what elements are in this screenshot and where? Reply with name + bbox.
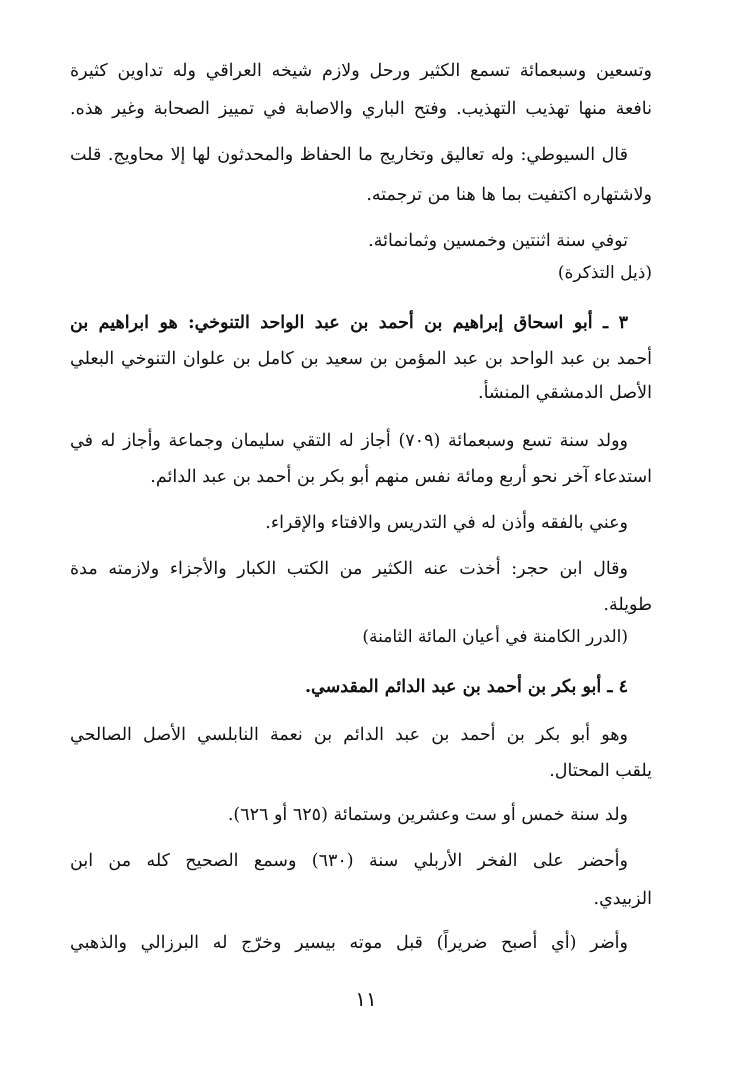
source-citation-1: (ذيل التذكرة) [557, 263, 652, 283]
text-line-19: الزبيدي. [593, 889, 652, 909]
page-number: ١١ [355, 987, 377, 1011]
text-line-3: قال السيوطي: وله تعاليق وتخاريج ما الحفاظ والمحدثون لها إلا محاويج. قلت [70, 145, 628, 165]
text-line-13: طويلة. [603, 595, 652, 615]
entry-heading-4: ٤ ـ أبو بكر بن أحمد بن عبد الدائم المقدسي. [304, 677, 628, 697]
source-citation-2: (الدرر الكامنة في أعيان المائة الثامنة) [362, 627, 628, 647]
text-line-9: وولد سنة تسع وسبعمائة (٧٠٩) أجاز له التقي سليمان وجماعة وأجاز له في [70, 431, 628, 451]
text-line-12: وقال ابن حجر: أخذت عنه الكثير من الكتب الكبار والأجزاء ولازمته مدة [70, 559, 628, 579]
text-line-11: وعني بالفقه وأذن له في التدريس والافتاء والإقراء. [265, 513, 628, 533]
entry-heading-3: ٣ ـ أبو اسحاق إبراهيم بن أحمد بن عبد الواحد التنوخي: هو ابراهيم بن [70, 313, 628, 333]
text-line-5: توفي سنة اثنتين وخمسين وثمانمائة. [368, 231, 628, 251]
text-line-16: يلقب المحتال. [549, 761, 652, 781]
text-line-18: وأحضر على الفخر الأربلي سنة (٦٣٠) وسمع الصحيح كله من ابن [70, 851, 628, 871]
text-line-15: وهو أبو بكر بن أحمد بن عبد الدائم بن نعمة النابلسي الأصل الصالحي [70, 725, 628, 745]
text-line-1: وتسعين وسبعمائة تسمع الكثير ورحل ولازم شيخه العراقي وله تداوين كثيرة [70, 61, 652, 81]
text-line-4: ولاشتهاره اكتفيت بما ها هنا من ترجمته. [366, 185, 652, 205]
text-line-7: أحمد بن عبد الواحد بن عبد المؤمن بن سعيد بن كامل بن علوان التنوخي البعلي [70, 349, 652, 369]
text-line-10: استدعاء آخر نحو أربع ومائة نفس منهم أبو بكر بن أحمد بن عبد الدائم. [150, 467, 652, 487]
text-line-17: ولد سنة خمس أو ست وعشرين وستمائة (٦٢٥ أو ٦٢٦). [227, 805, 628, 825]
text-line-20: وأضر (أي أصبح ضريراً) قبل موته بيسير وخرّج له البرزالي والذهبي [70, 933, 628, 953]
text-line-8: الأصل الدمشقي المنشأ. [478, 383, 652, 403]
text-line-2: نافعة منها تهذيب التهذيب. وفتح الباري والاصابة في تمييز الصحابة وغير هذه. [70, 99, 652, 119]
